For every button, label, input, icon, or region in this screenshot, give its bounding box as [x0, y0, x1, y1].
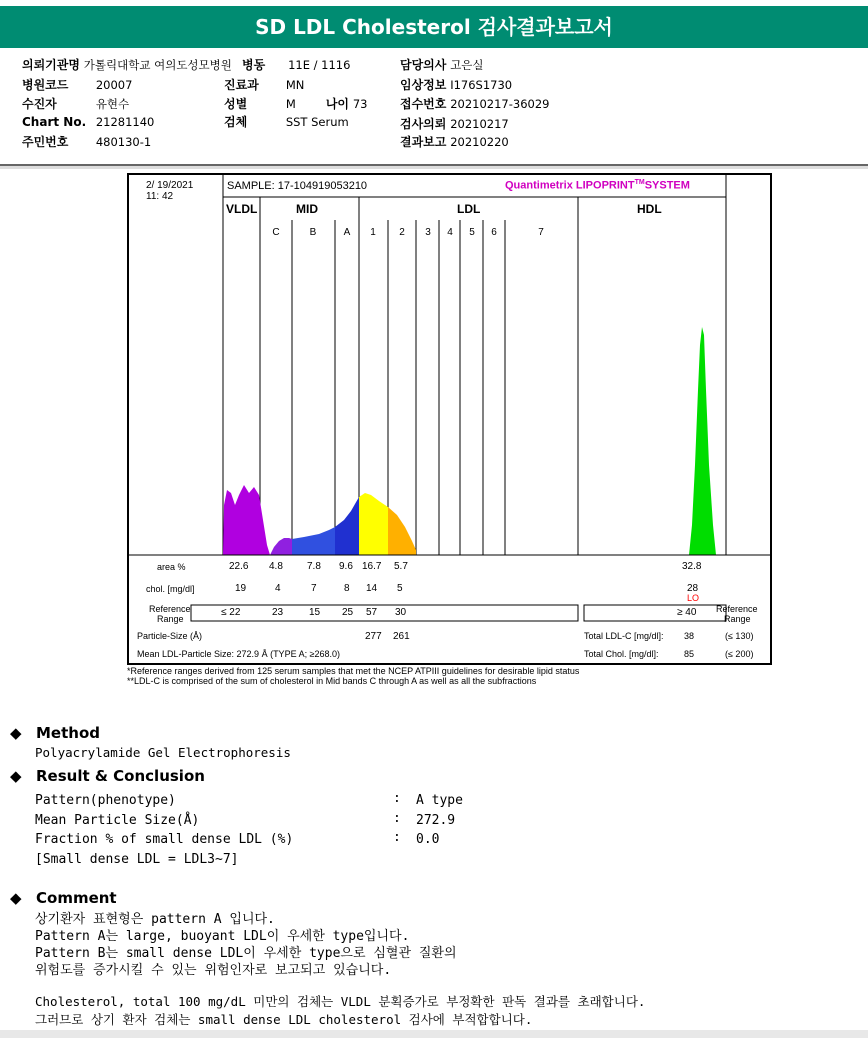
chart-row — [22, 115, 154, 129]
particle-size-ldl1: 277 — [365, 631, 382, 642]
comment-line: Pattern A는 large, buoyant LDL이 우세한 type입니다. — [35, 929, 410, 944]
result-heading — [10, 766, 205, 785]
header-mid: MID — [296, 202, 318, 216]
chart-label: Chart No. — [22, 115, 87, 129]
header-hdl: HDL — [637, 202, 662, 216]
sex-label: 성별 — [224, 97, 248, 111]
mid-c-peak — [270, 538, 292, 555]
band-3: 3 — [425, 227, 431, 238]
diamond-bullet-icon: ◆ — [10, 889, 22, 907]
method-title: Method — [36, 724, 100, 742]
divider-strip — [0, 166, 868, 169]
mid-a-peak — [335, 497, 359, 555]
request-label: 검사의뢰 — [400, 117, 447, 131]
ref-a: 25 — [342, 607, 354, 618]
age-value: 73 — [352, 97, 368, 111]
hospital-row — [22, 56, 232, 73]
code-value: 20007 — [95, 78, 133, 92]
total-chol-value: 85 — [684, 649, 695, 659]
report-date: 2/ 19/2021 — [146, 180, 194, 191]
comment-line: 위험도를 증가시킬 수 있는 위험인자로 보고되고 있습니다. — [35, 963, 392, 978]
chol-ldl2: 5 — [397, 583, 403, 594]
colon-1: : — [393, 791, 401, 806]
report-date-value: 20210220 — [450, 135, 509, 149]
method-text: Polyacrylamide Gel Electrophoresis — [35, 745, 291, 760]
report-date-row — [400, 133, 509, 150]
patient-row — [22, 95, 129, 112]
area-vldl: 22.6 — [229, 561, 249, 572]
chol-b: 7 — [311, 583, 317, 594]
id-value: 480130-1 — [95, 135, 152, 149]
pattern-value: A type — [416, 793, 463, 808]
total-ldl-value: 38 — [684, 631, 695, 641]
clinical-label: 임상정보 — [400, 78, 447, 92]
colon-3: : — [393, 830, 401, 845]
header-vldl: VLDL — [226, 202, 258, 216]
code-label: 병원코드 — [22, 78, 69, 92]
report-title: SD LDL Cholesterol 검사결과보고서 — [0, 6, 868, 48]
mean-size-label: Mean Particle Size(Å) — [35, 813, 200, 828]
band-c: C — [272, 227, 280, 238]
sex-row — [224, 95, 367, 112]
total-ldl-label: Total LDL-C [mg/dl]: — [584, 631, 664, 641]
sdldl-fraction-label: Fraction % of small dense LDL (%) — [35, 832, 294, 847]
ldl1-peak — [359, 493, 388, 555]
ref-label-right-line1: Reference — [716, 604, 758, 614]
header-ldl: LDL — [457, 202, 481, 216]
request-value: 20210217 — [450, 117, 509, 131]
ref-ldl2: 30 — [395, 607, 407, 618]
comment-line: 그러므로 상기 환자 검체는 small dense LDL cholesterol 검사에 부적합합니다. — [35, 1012, 533, 1027]
specimen-value: SST Serum — [285, 115, 349, 129]
comment-heading — [10, 888, 117, 907]
mean-ldl-particle-size: Mean LDL-Particle Size: 272.9 Å (TYPE A; ≥268.0) — [137, 649, 341, 659]
ref-label-right-line2: Range — [724, 614, 751, 624]
hospital-label: 의뢰기관명 — [22, 58, 80, 72]
ref-label-line1: Reference — [149, 604, 191, 614]
diamond-bullet-icon: ◆ — [10, 724, 22, 742]
brand-logo — [505, 179, 690, 192]
ward-label: 병동 — [242, 58, 266, 72]
mid-b-peak — [292, 527, 335, 555]
sample-id: SAMPLE: 17-104919053210 — [227, 180, 368, 192]
doctor-row — [400, 56, 484, 73]
ward-value: 11E / 1116 — [288, 58, 351, 72]
clinical-row — [400, 76, 512, 93]
comment-title: Comment — [36, 889, 117, 907]
report-time: 11: 42 — [146, 191, 174, 202]
band-b: B — [309, 227, 317, 238]
patient-label: 수진자 — [22, 97, 57, 111]
report-date-label: 결과보고 — [400, 135, 447, 149]
comment-line: Cholesterol, total 100 mg/dL 미만의 검체는 VLDL 분획증가로 부정확한 판독 결과를 초래합니다. — [35, 994, 646, 1009]
chol-c: 4 — [275, 583, 281, 594]
ref-ldl1: 57 — [366, 607, 378, 618]
receipt-row — [400, 95, 549, 112]
result-title: Result & Conclusion — [36, 767, 205, 785]
dept-row — [224, 76, 304, 93]
hdl-peak — [689, 327, 716, 555]
ref-hdl: ≥ 40 — [677, 607, 697, 618]
brand-tm: TM — [634, 179, 645, 186]
chol-vldl: 19 — [235, 583, 247, 594]
receipt-value: 20210217-36029 — [450, 97, 550, 111]
vldl-peak — [223, 485, 270, 555]
receipt-label: 접수번호 — [400, 97, 447, 111]
total-chol-label: Total Chol. [mg/dl]: — [584, 649, 659, 659]
bottom-strip — [0, 1030, 868, 1038]
chol-hdl: 28 — [687, 583, 699, 594]
ref-range-box-left — [191, 605, 578, 621]
specimen-label: 검체 — [224, 115, 248, 129]
band-5: 5 — [469, 227, 475, 238]
total-chol-ref: (≤ 200) — [725, 649, 754, 659]
area-hdl: 32.8 — [682, 561, 702, 572]
clinical-value: I176S1730 — [450, 78, 513, 92]
brand-name: Quantimetrix LIPOPRINT — [505, 179, 635, 192]
ref-label-line2: Range — [157, 614, 184, 624]
band-4: 4 — [447, 227, 453, 238]
id-row — [22, 133, 151, 150]
method-heading — [10, 723, 100, 742]
chol-a: 8 — [344, 583, 350, 594]
diamond-bullet-icon: ◆ — [10, 767, 22, 785]
id-label: 주민번호 — [22, 135, 69, 149]
colon-2: : — [393, 811, 401, 826]
area-ldl1: 16.7 — [362, 561, 382, 572]
sdldl-definition: [Small dense LDL = LDL3~7] — [35, 852, 239, 867]
footnote-ldl-c: **LDL-C is comprised of the sum of cholesterol in Mid bands C through A as well as all the subfractions — [127, 676, 537, 686]
patient-value: 유현수 — [95, 97, 130, 111]
doctor-label: 담당의사 — [400, 58, 447, 72]
area-label: area % — [157, 562, 186, 572]
sdldl-fraction-value: 0.0 — [416, 832, 440, 847]
area-b: 7.8 — [307, 561, 321, 572]
chol-label: chol. [mg/dl] — [146, 584, 195, 594]
brand-suffix: SYSTEM — [644, 179, 690, 192]
chart-value: 21281140 — [95, 115, 155, 129]
comment-line: 상기환자 표현형은 pattern A 입니다. — [35, 912, 275, 927]
band-2: 2 — [399, 227, 405, 238]
comment-line: Pattern B는 small dense LDL이 우세한 type으로 심혈관 질환의 — [35, 946, 457, 961]
ward-row — [242, 56, 350, 73]
request-row — [400, 115, 509, 132]
sex-value: M — [285, 97, 296, 111]
patient-info — [0, 54, 868, 166]
age-label: 나이 — [325, 97, 350, 111]
total-ldl-ref: (≤ 130) — [725, 631, 754, 641]
chol-ldl1: 14 — [366, 583, 378, 594]
doctor-value: 고은실 — [450, 58, 484, 72]
band-1: 1 — [370, 227, 376, 238]
area-a: 9.6 — [339, 561, 353, 572]
specimen-row — [224, 113, 349, 130]
ref-b: 15 — [309, 607, 321, 618]
mean-size-value: 272.9 — [416, 813, 456, 828]
lipoprint-report — [127, 173, 772, 665]
electropherogram — [129, 175, 770, 663]
particle-size-label: Particle-Size (Å) — [137, 631, 203, 641]
ldl2-peak — [388, 507, 416, 555]
pattern-label: Pattern(phenotype) — [35, 793, 176, 808]
ref-c: 23 — [272, 607, 284, 618]
ref-range-box-right — [584, 605, 726, 621]
ref-vldl: ≤ 22 — [221, 607, 241, 618]
band-6: 6 — [491, 227, 497, 238]
particle-size-ldl2: 261 — [393, 631, 410, 642]
band-a: A — [343, 227, 351, 238]
area-c: 4.8 — [269, 561, 283, 572]
band-7: 7 — [538, 227, 544, 238]
area-ldl2: 5.7 — [394, 561, 408, 572]
dept-value: MN — [285, 78, 305, 92]
code-row — [22, 76, 132, 93]
footnote-reference: *Reference ranges derived from 125 serum samples that met the NCEP ATPIII guidelines for desirable lipid status — [127, 666, 580, 676]
dept-label: 진료과 — [224, 78, 259, 92]
hospital-value: 가톨릭대학교 여의도성모병원 — [83, 58, 232, 72]
chol-hdl-flag: LO — [687, 593, 700, 603]
